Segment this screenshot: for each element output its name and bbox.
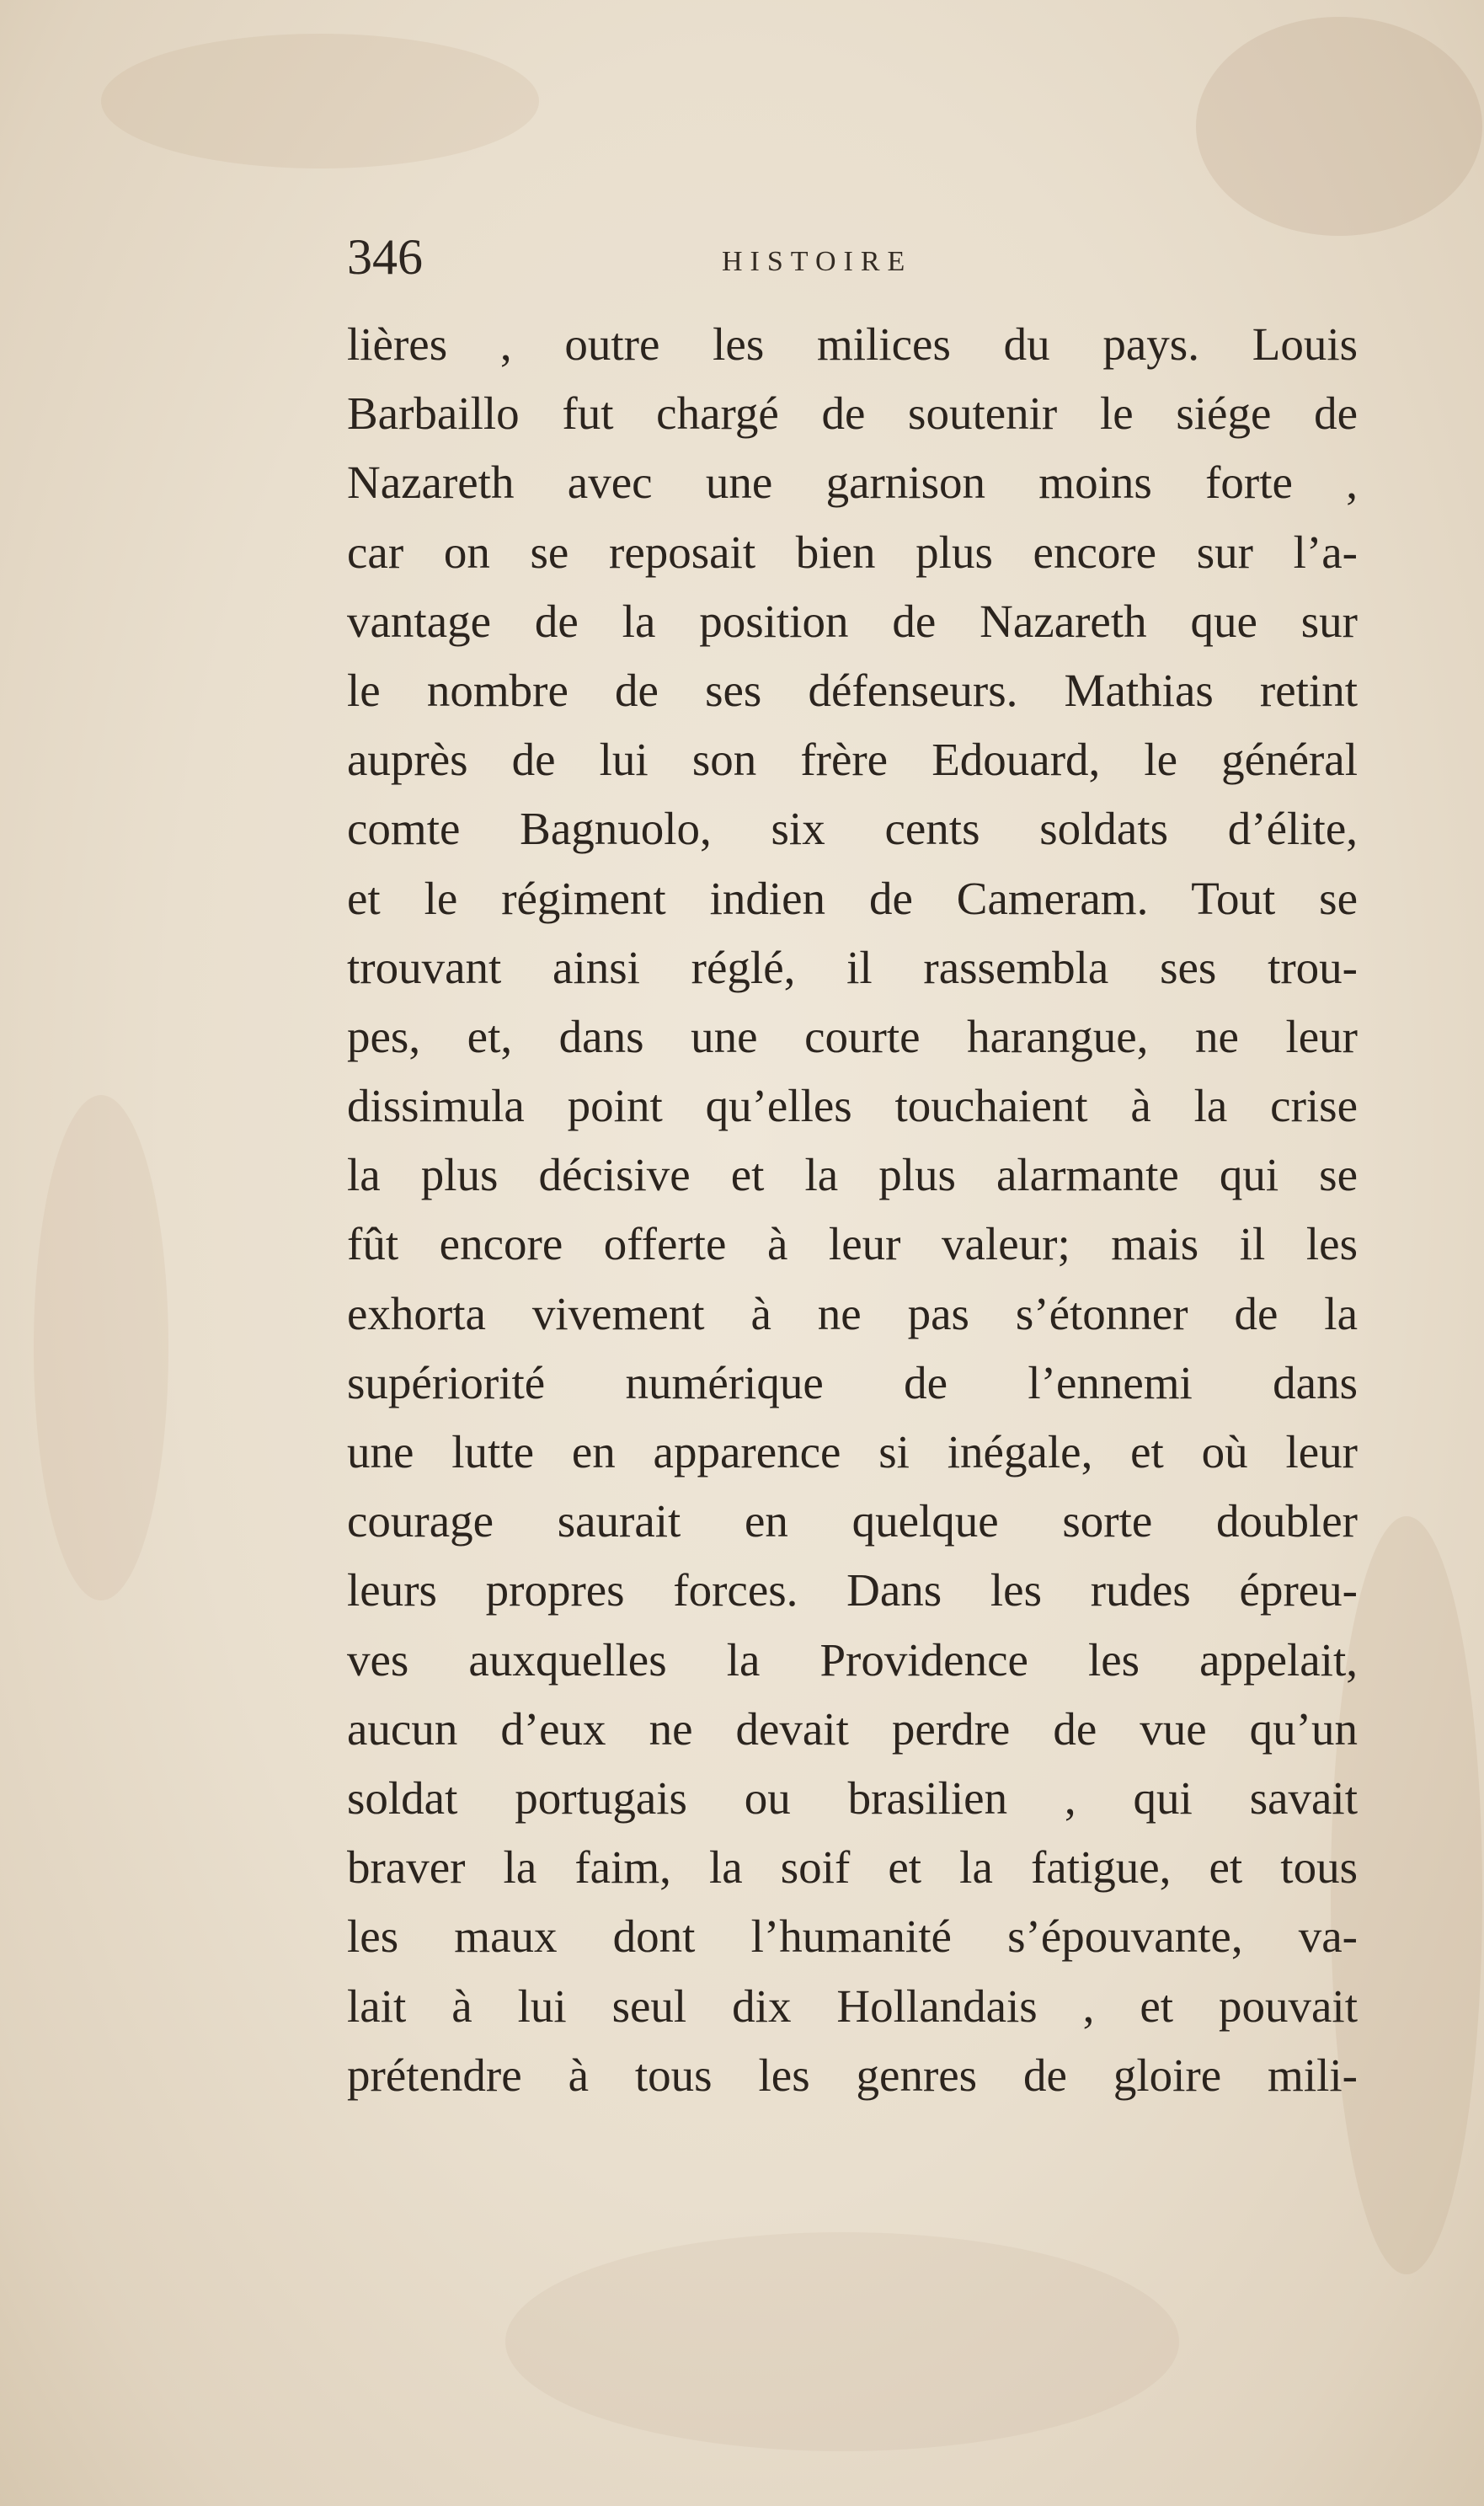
text-line: la plus décisive et la plus alarmante qui se [347,1149,1358,1201]
text-line: Barbaillo fut chargé de soutenir le siége de [347,387,1358,440]
text-line: dissimula point qu’elles touchaient à la crise [347,1080,1358,1132]
page-header [347,223,1383,291]
text-line: braver la faim, la soif et la fatigue, et tous [347,1841,1358,1894]
text-line: aucun d’eux ne devait perdre de vue qu’un [347,1702,1358,1755]
text-line: auprès de lui son frère Edouard, le général [347,734,1358,786]
text-line: car on se reposait bien plus encore sur l’a- [347,526,1358,578]
running-head: HISTOIRE [722,246,913,277]
text-line: prétendre à tous les genres de gloire mili- [347,2049,1358,2101]
text-line: leurs propres forces. Dans les rudes épreu- [347,1564,1358,1616]
text-line: courage saurait en quelque sorte doubler [347,1495,1358,1547]
text-line: et le régiment indien de Cameram. Tout se [347,872,1358,924]
page-number: 346 [347,229,423,285]
paper-stain [34,1095,168,1600]
text-line: une lutte en apparence si inégale, et où leur [347,1426,1358,1477]
text-line: comte Bagnuolo, six cents soldats d’élite, [347,803,1358,855]
text-line: ves auxquelles la Providence les appelait, [347,1633,1358,1686]
text-line: lait à lui seul dix Hollandais , et pouvait [347,1980,1358,2032]
text-line: trouvant ainsi réglé, il rassembla ses trou- [347,941,1358,993]
text-line: Nazareth avec une garnison moins forte , [347,457,1358,509]
paper-stain [1196,17,1482,236]
text-line: le nombre de ses défenseurs. Mathias retint [347,664,1358,716]
text-line: pes, et, dans une courte harangue, ne leur [347,1010,1358,1062]
text-line: fût encore offerte à leur valeur; mais il les [347,1218,1358,1270]
text-line: vantage de la position de Nazareth que sur [347,595,1358,647]
paper-stain [505,2232,1179,2451]
text-line: supériorité numérique de l’ennemi dans [347,1356,1358,1408]
body-text [347,310,1358,2110]
text-line: lières , outre les milices du pays. Louis [347,318,1358,370]
text-line: les maux dont l’humanité s’épouvante, va- [347,1910,1358,1963]
text-line: exhorta vivement à ne pas s’étonner de la [347,1287,1358,1339]
paper-stain [101,34,539,168]
text-line: soldat portugais ou brasilien , qui savait [347,1771,1358,1824]
